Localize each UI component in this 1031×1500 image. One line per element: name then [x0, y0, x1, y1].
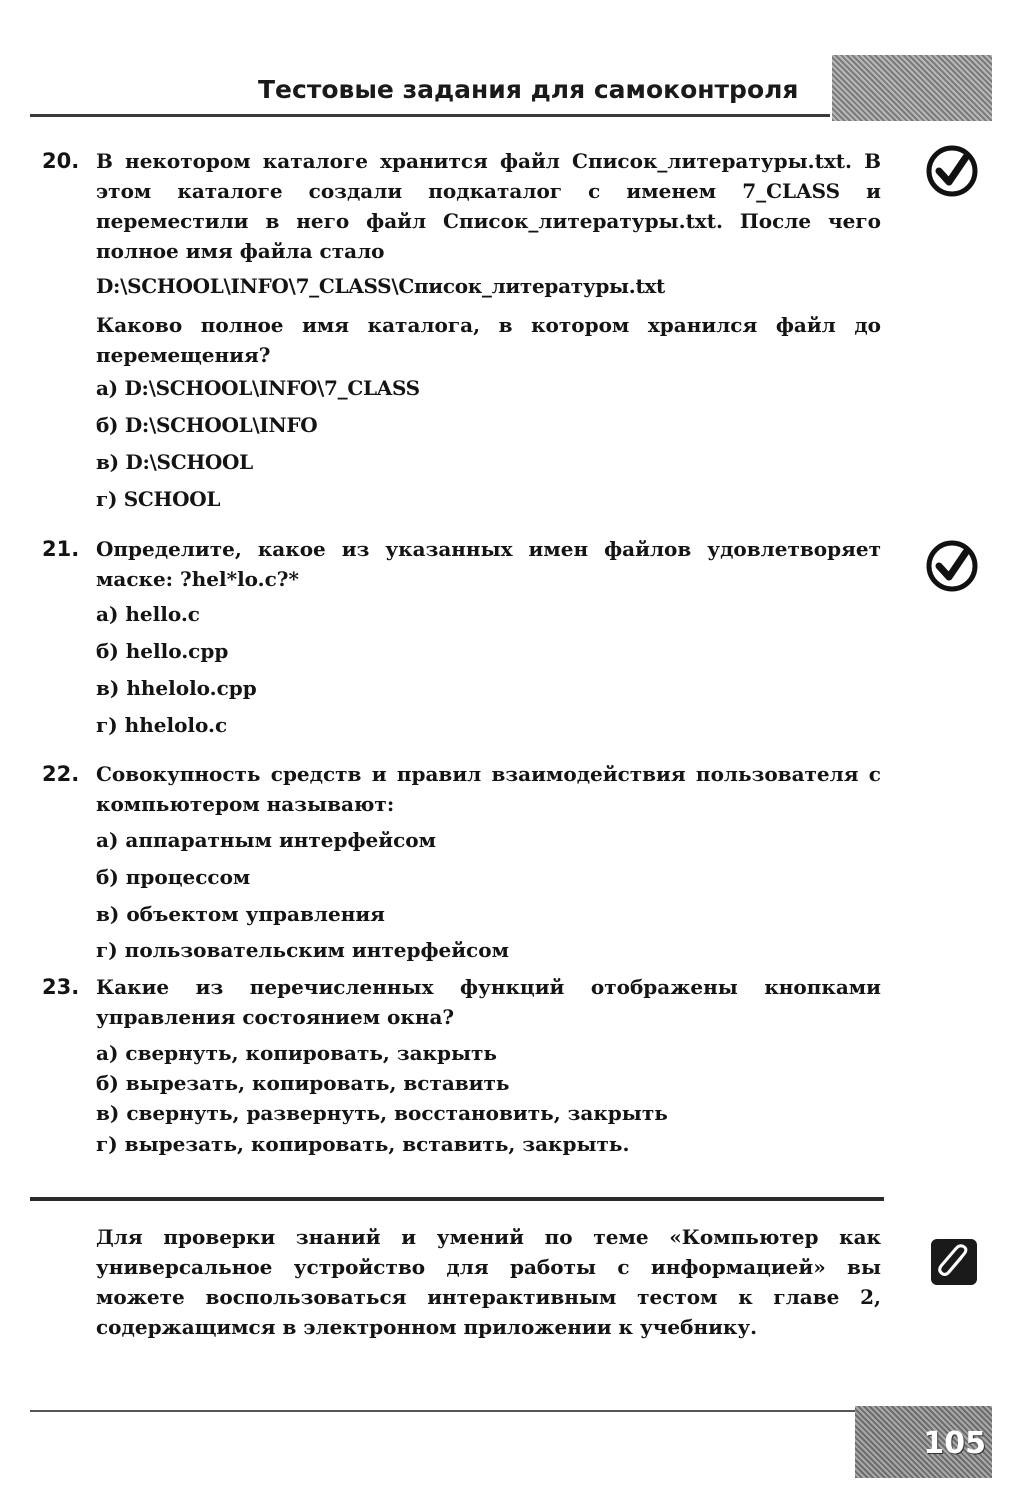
question-23-option-b: б) вырезать, копировать, вставить	[96, 1071, 510, 1095]
question-21-option-c: в) hhelolo.cpp	[96, 676, 257, 700]
question-22-number: 22.	[42, 762, 80, 786]
info-paragraph: Для проверки знаний и умений по теме «Компьютер как универсальное устройство для работы с информацией» вы можете воспользоваться интерактивным тестом к главе 2, содержащимся в электронном приложении к учебнику.	[96, 1225, 881, 1339]
header-decor-block	[832, 55, 992, 121]
footer-rule	[30, 1410, 860, 1412]
question-23-number: 23.	[42, 975, 80, 999]
check-icon	[926, 540, 978, 592]
question-20-path: D:\SCHOOL\INFO\7_CLASS\Список_литературы.txt	[96, 274, 665, 298]
header-rule	[30, 114, 830, 117]
question-20-option-b: б) D:\SCHOOL\INFO	[96, 413, 318, 437]
check-icon	[926, 145, 978, 197]
question-21-text: Определите, какое из указанных имен файлов удовлетворяет маске: ?hel*lo.c?*	[96, 537, 881, 591]
question-20-number: 20.	[42, 149, 80, 173]
question-21-option-b: б) hello.cpp	[96, 639, 229, 663]
question-21-option-a: а) hello.c	[96, 602, 200, 626]
page-header-title: Тестовые задания для самоконтроля	[258, 75, 799, 104]
page-number: 105	[923, 1426, 986, 1461]
question-20-text: В некотором каталоге хранится файл Список_литературы.txt. В этом каталоге создали подкаталог с именем 7_CLASS и переместили в него файл Список_литературы.txt. После чего полное имя файла стало	[96, 149, 881, 263]
paperclip-icon	[930, 1238, 978, 1286]
question-23-option-c: в) свернуть, развернуть, восстановить, закрыть	[96, 1101, 668, 1125]
question-23-text: Какие из перечисленных функций отображены кнопками управления состоянием окна?	[96, 975, 881, 1029]
question-23-option-a: а) свернуть, копировать, закрыть	[96, 1041, 497, 1065]
question-20-option-d: г) SCHOOL	[96, 487, 221, 511]
question-22-option-b: б) процессом	[96, 865, 251, 889]
question-20-question: Каково полное имя каталога, в котором хранился файл до перемещения?	[96, 313, 881, 367]
question-20-option-a: а) D:\SCHOOL\INFO\7_CLASS	[96, 376, 420, 400]
question-22-option-d: г) пользовательским интерфейсом	[96, 938, 509, 962]
question-22-option-c: в) объектом управления	[96, 902, 385, 926]
question-21-option-d: г) hhelolo.c	[96, 713, 228, 737]
question-20-option-c: в) D:\SCHOOL	[96, 450, 253, 474]
section-divider	[30, 1197, 884, 1201]
question-21-number: 21.	[42, 537, 80, 561]
question-22-text: Совокупность средств и правил взаимодействия пользователя с компьютером называют:	[96, 762, 881, 816]
question-23-option-d: г) вырезать, копировать, вставить, закрыть.	[96, 1132, 630, 1156]
question-22-option-a: а) аппаратным интерфейсом	[96, 828, 436, 852]
